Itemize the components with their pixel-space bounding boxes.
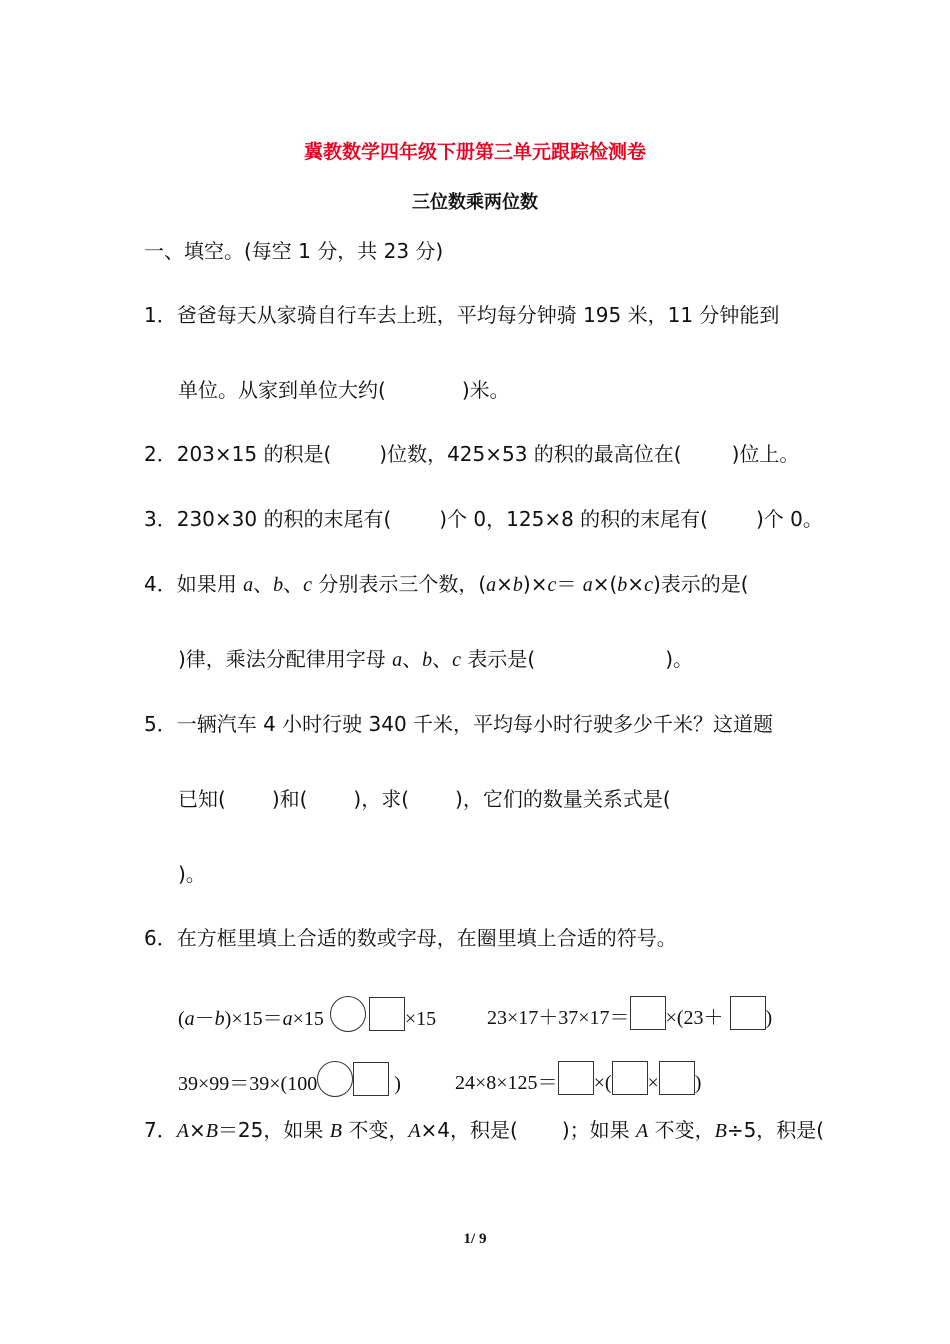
q7-text: ÷5，积是( — [726, 1118, 825, 1142]
document-title: 冀教数学四年级下册第三单元跟踪检测卷 — [303, 141, 646, 163]
answer-box[interactable] — [630, 996, 666, 1030]
answer-box[interactable] — [369, 997, 405, 1031]
question-2 — [144, 440, 799, 468]
q7-text: 不变， — [341, 1118, 409, 1142]
q4-text: )表示的是( — [652, 572, 749, 596]
answer-box[interactable] — [612, 1061, 648, 1095]
var-c: c — [303, 574, 312, 596]
q7-text: 7． — [144, 1118, 177, 1142]
var-B: B — [714, 1120, 727, 1142]
question-3 — [144, 505, 823, 533]
var-a: a — [282, 1008, 293, 1030]
question-5-line-2 — [178, 785, 671, 813]
page-number: 1/ 9 — [463, 1231, 487, 1247]
question-5-line-3: )。 — [178, 862, 206, 886]
section-heading: 一、填空。(每空 1 分，共 23 分) — [144, 239, 444, 263]
q4-text: )律，乘法分配律用字母 — [178, 647, 393, 671]
var-B: B — [329, 1120, 342, 1142]
answer-box[interactable] — [353, 1062, 389, 1096]
answer-box[interactable] — [730, 996, 766, 1030]
question-6-expr-2 — [487, 996, 772, 1032]
q4-text: 、 — [253, 572, 274, 596]
q1-text-b: )米。 — [461, 378, 510, 402]
q5-text: )和( — [271, 787, 308, 811]
operator-circle[interactable] — [317, 1061, 353, 1097]
q4-text: ＝ — [556, 572, 583, 596]
var-A: A — [636, 1120, 649, 1142]
var-A: A — [408, 1120, 421, 1142]
q4-text: 、 — [283, 572, 304, 596]
q4-text: × — [627, 572, 645, 596]
q6-text: 39×99＝39×(100 — [178, 1073, 318, 1095]
q7-text: )；如果 — [561, 1118, 637, 1142]
q7-text: × — [188, 1118, 206, 1142]
q3-text-b: )个 0，125×8 的积的末尾有( — [439, 507, 708, 531]
q6-text: ) — [694, 1072, 702, 1094]
q6-text: )×15＝ — [224, 1008, 283, 1030]
var-a: a — [243, 574, 254, 596]
question-6-line-1: 6．在方框里填上合适的数或字母，在圈里填上合适的符号。 — [144, 926, 677, 950]
operator-circle[interactable] — [330, 996, 366, 1032]
question-1-line-2 — [178, 376, 510, 404]
var-a: a — [184, 1008, 195, 1030]
q6-text: 24×8×125＝ — [455, 1072, 558, 1094]
question-4-line-1 — [144, 570, 749, 599]
q4-text: 分别表示三个数，( — [311, 572, 487, 596]
var-a: a — [392, 649, 403, 671]
var-B: B — [205, 1120, 218, 1142]
q6-text: ) — [765, 1007, 773, 1029]
q4-text: )× — [522, 572, 548, 596]
q4-text: )。 — [665, 647, 694, 671]
q7-text: ＝25，如果 — [217, 1118, 330, 1142]
q4-text: 表示是( — [461, 647, 536, 671]
q3-text-c: )个 0。 — [755, 507, 823, 531]
q2-text-b: )位数，425×53 的积的最高位在( — [379, 442, 682, 466]
q3-text-a: 3．230×30 的积的末尾有( — [144, 507, 392, 531]
var-b: b — [512, 574, 523, 596]
q4-text: × — [496, 572, 513, 596]
var-b: b — [214, 1008, 225, 1030]
document-subtitle: 三位数乘两位数 — [412, 192, 538, 213]
q4-text: ×( — [592, 572, 618, 596]
q6-text: － — [194, 1008, 215, 1030]
q6-text: ×( — [593, 1072, 612, 1094]
question-6-expr-4 — [455, 1061, 701, 1097]
var-b: b — [617, 574, 628, 596]
var-c: c — [452, 649, 462, 671]
q5-text: )，求( — [353, 787, 410, 811]
question-6-expr-3 — [178, 1061, 401, 1098]
var-b: b — [273, 574, 284, 596]
q5-text: )，它们的数量关系式是( — [455, 787, 671, 811]
q6-text: ×15 — [292, 1008, 324, 1030]
var-a: a — [582, 574, 593, 596]
q6-text: 23×17＋37×17＝ — [487, 1007, 630, 1029]
answer-box[interactable] — [558, 1061, 594, 1095]
question-5-line-1: 5．一辆汽车 4 小时行驶 340 千米，平均每小时行驶多少千米？这道题 — [144, 712, 774, 736]
q6-text: ×15 — [404, 1008, 437, 1030]
answer-box[interactable] — [659, 1061, 695, 1095]
q4-text: 、 — [402, 647, 423, 671]
q6-text: ) — [394, 1073, 401, 1095]
q6-text: ( — [178, 1008, 185, 1030]
q4-text: 、 — [432, 647, 453, 671]
var-A: A — [176, 1120, 189, 1142]
q7-text: ×4，积是( — [420, 1118, 518, 1142]
q1-text-a: 单位。从家到单位大约( — [178, 378, 386, 402]
q6-text: × — [647, 1072, 659, 1094]
q7-text: 不变， — [648, 1118, 715, 1142]
var-a: a — [486, 574, 497, 596]
var-c: c — [547, 574, 557, 596]
question-4-line-2 — [178, 645, 693, 674]
q2-text-a: 2．203×15 的积是( — [144, 442, 332, 466]
var-b: b — [422, 649, 433, 671]
question-1-line-1: 1．爸爸每天从家骑自行车去上班，平均每分钟骑 195 米，11 分钟能到 — [144, 303, 780, 327]
q2-text-c: )位上。 — [731, 442, 800, 466]
question-6-expr-1 — [178, 996, 436, 1033]
q6-text: ×(23＋ — [665, 1007, 724, 1029]
var-c: c — [644, 574, 653, 596]
question-7 — [144, 1116, 824, 1145]
q5-text: 已知( — [178, 787, 226, 811]
q4-text: 4．如果用 — [144, 572, 244, 596]
